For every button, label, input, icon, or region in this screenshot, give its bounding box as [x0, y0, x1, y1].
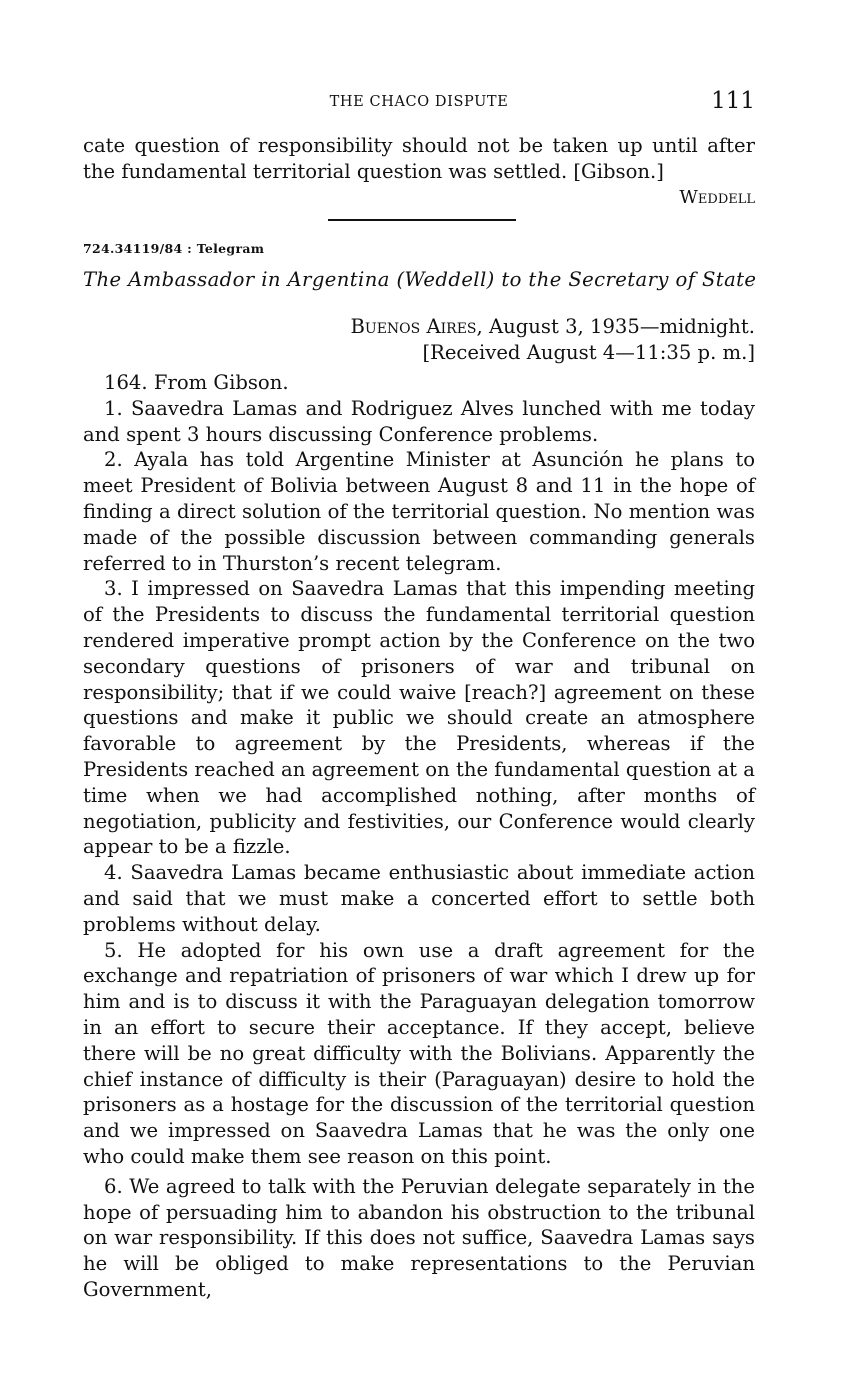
- paragraph: 3. I impressed on Saavedra Lamas that this impending meeting of the Presidents to discuss the fundamental territorial question rendered imperative prompt action by the Conference on the two secondary questions of prisoners of war and tribunal on responsibility; that if we could waive [reach?] agreement on these questions and make it public we should create an atmosphere favorable to agreement by the Presidents, whereas if the Presidents reached an agreement on the fundamental question at a time when we had accomplished nothing, after months of negotiation, publicity and festivities, our Conference would clearly appear to be a fizzle.: [83, 577, 755, 859]
- paragraph: 2. Ayala has told Argentine Minister at Asunción he plans to meet President of Bolivia between August 8 and 11 in the hope of finding a direct solution of the territorial question. No mention was made of the possible discussion between commanding generals referred to in Thurston’s recent telegram.: [83, 448, 755, 575]
- page-number: 111: [711, 88, 755, 114]
- paragraph: 5. He adopted for his own use a draft agreement for the exchange and repatriation of prisoners of war which I drew up for him and is to discuss it with the Paraguayan delegation tomorrow in an effort to secure their acceptance. If they accept, believe there will be no great difficulty with the Bolivians. Apparently the chief instance of difficulty is their (Paraguayan) desire to hold the prisoners as a hostage for the discussion of the territorial question and we impressed on Saavedra Lamas that he was the only one who could make them see reason on this point.: [83, 938, 755, 1168]
- paragraph: 164. From Gibson.: [104, 371, 289, 394]
- dateline: [351, 314, 755, 366]
- running-head: [83, 88, 755, 118]
- received-note: [Received August 4—11:35 p. m.]: [422, 341, 755, 364]
- dateline-place: Buenos Aires,: [350, 315, 483, 338]
- paragraph: 1. Saavedra Lamas and Rodriguez Alves lunched with me today and spent 3 hours discussing Conference problems.: [83, 396, 755, 446]
- running-title: THE CHACO DISPUTE: [329, 94, 509, 110]
- document-title: The Ambassador in Argentina (Weddell) to the Secretary of State: [83, 268, 757, 291]
- file-reference: 724.34119/84 : Telegram: [83, 241, 265, 256]
- telegram-body: [83, 370, 755, 1303]
- paragraph: 6. We agreed to talk with the Peruvian delegate separately in the hope of persuading him to abandon his obstruction to the tribunal on war responsibility. If this does not suffice, Saavedra Lamas says he will be obliged to make representations to the Peruvian Government,: [83, 1174, 755, 1301]
- signature: Weddell: [679, 186, 755, 208]
- dateline-date: August 3, 1935—midnight.: [488, 315, 755, 338]
- dateline-line: [351, 314, 755, 340]
- continuation-paragraph: cate question of responsibility should not be taken up until after the fundamental territorial question was settled. [Gibson.]: [83, 134, 755, 183]
- section-divider: [328, 219, 516, 221]
- paragraph: 4. Saavedra Lamas became enthusiastic about immediate action and said that we must make a concerted effort to settle both problems without delay.: [83, 861, 755, 936]
- continuation-block: [83, 133, 755, 208]
